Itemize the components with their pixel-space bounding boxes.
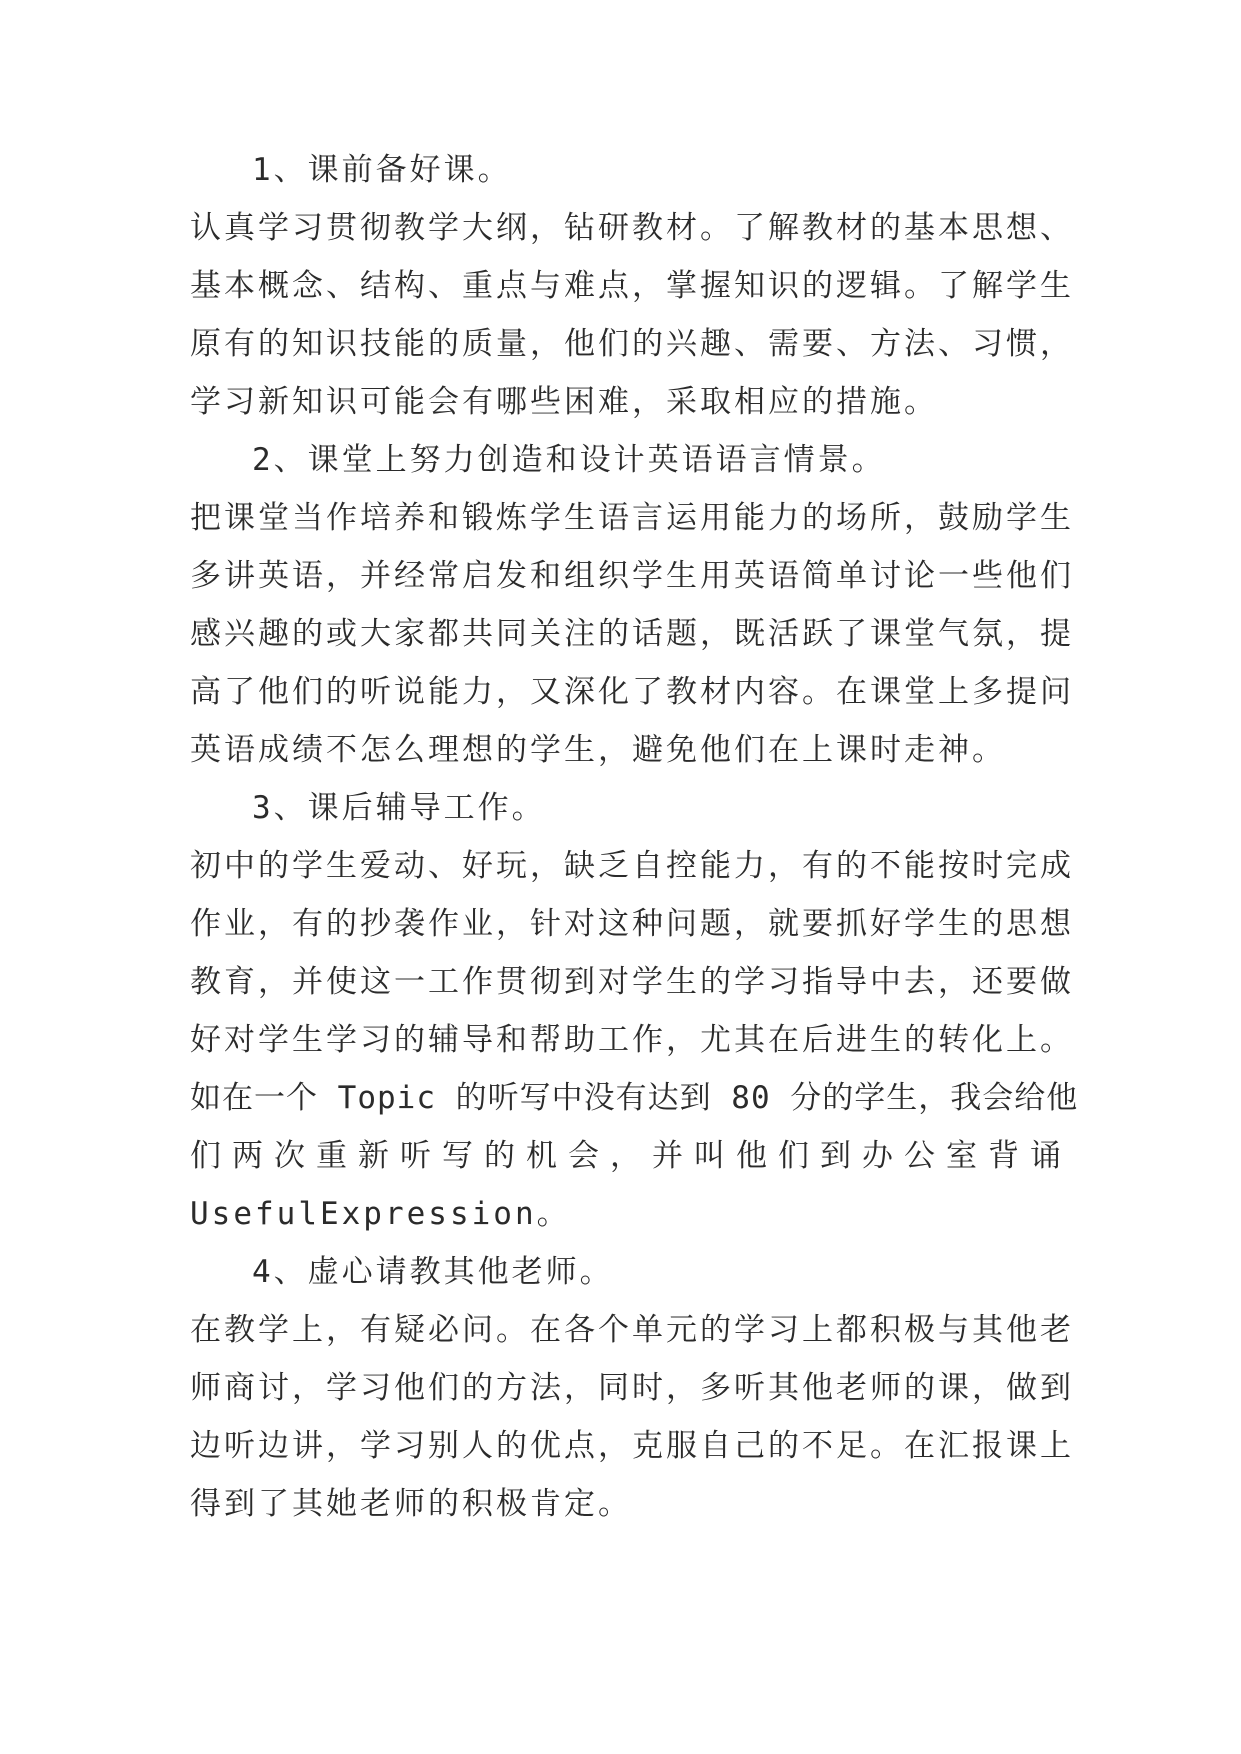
- section-3-line-5: 如在一个 Topic 的听写中没有达到 80 分的学生，我会给他: [190, 1080, 1079, 1116]
- section-4-line-2: 师商讨，学习他们的方法，同时，多听其他老师的课，做到: [190, 1370, 1074, 1406]
- section-1-heading: 1、课前备好课。: [252, 152, 512, 188]
- section-2-line-3: 感兴趣的或大家都共同关注的话题，既活跃了课堂气氛，提: [190, 616, 1074, 652]
- section-2-line-2: 多讲英语，并经常启发和组织学生用英语简单讨论一些他们: [190, 558, 1074, 594]
- section-1-line-4: 学习新知识可能会有哪些困难，采取相应的措施。: [190, 384, 938, 420]
- section-3-line-6: 们两次重新听写的机会，并叫他们到办公室背诵: [190, 1138, 1072, 1174]
- section-1-line-2: 基本概念、结构、重点与难点，掌握知识的逻辑。了解学生: [190, 268, 1074, 304]
- section-3-line-3: 教育，并使这一工作贯彻到对学生的学习指导中去，还要做: [190, 964, 1074, 1000]
- section-2-heading: 2、课堂上努力创造和设计英语语言情景。: [252, 442, 886, 478]
- section-1-line-3: 原有的知识技能的质量，他们的兴趣、需要、方法、习惯，: [190, 326, 1074, 362]
- section-2-line-5: 英语成绩不怎么理想的学生，避免他们在上课时走神。: [190, 732, 1006, 768]
- section-3-line-7: UsefulExpression。: [190, 1196, 571, 1232]
- section-2-line-4: 高了他们的听说能力，又深化了教材内容。在课堂上多提问: [190, 674, 1074, 710]
- section-3-line-4: 好对学生学习的辅导和帮助工作，尤其在后进生的转化上。: [190, 1022, 1074, 1058]
- section-3-heading: 3、课后辅导工作。: [252, 790, 546, 826]
- section-3-line-2: 作业，有的抄袭作业，针对这种问题，就要抓好学生的思想: [190, 906, 1074, 942]
- section-4-line-1: 在教学上，有疑必问。在各个单元的学习上都积极与其他老: [190, 1312, 1074, 1348]
- section-4-line-4: 得到了其她老师的积极肯定。: [190, 1486, 632, 1522]
- section-3-line-1: 初中的学生爱动、好玩，缺乏自控能力，有的不能按时完成: [190, 848, 1074, 884]
- section-4-heading: 4、虚心请教其他老师。: [252, 1254, 614, 1290]
- section-4-line-3: 边听边讲，学习别人的优点，克服自己的不足。在汇报课上: [190, 1428, 1074, 1464]
- section-2-line-1: 把课堂当作培养和锻炼学生语言运用能力的场所，鼓励学生: [190, 500, 1074, 536]
- section-1-line-1: 认真学习贯彻教学大纲，钻研教材。了解教材的基本思想、: [190, 210, 1074, 246]
